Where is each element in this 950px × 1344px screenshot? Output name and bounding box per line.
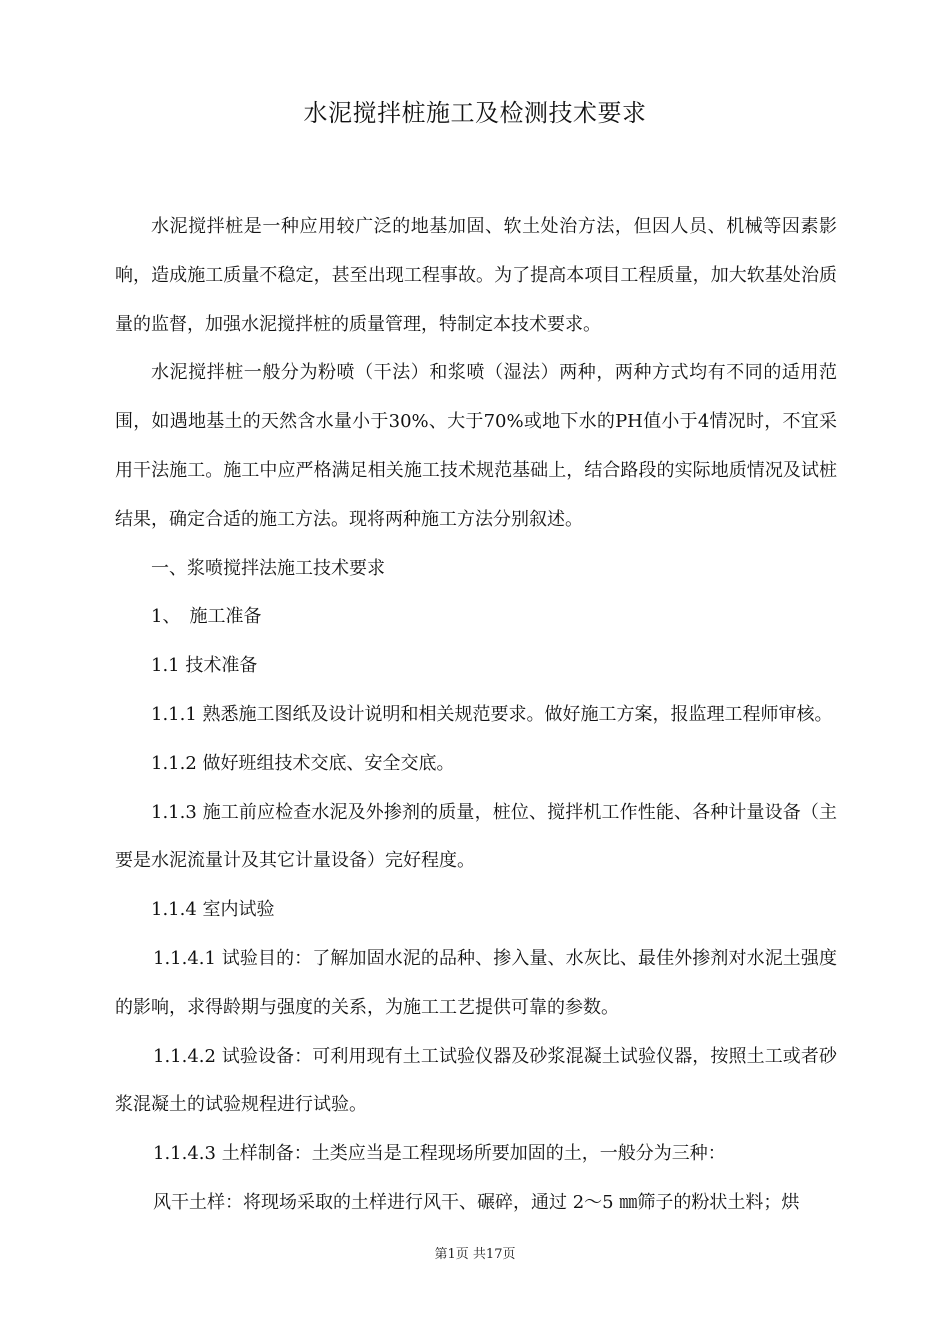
paragraph-1-1-2: 1.1.2 做好班组技术交底、安全交底。	[151, 752, 455, 774]
paragraph-1-1-4-1: 1.1.4.1 试验目的：了解加固水泥的品种、掺入量、水灰比、最佳外掺剂对水泥土强度的影响，求得龄期与强度的关系，为施工工艺提供可靠的参数。	[115, 947, 837, 1018]
paragraph-methods: 水泥搅拌桩一般分为粉喷（干法）和浆喷（湿法）两种，两种方式均有不同的适用范围，如遇地基土的天然含水量小于30%、大于70%或地下水的PH值小于4情况时，不宜采用干法施工。施工中应严格满足相关施工技术规范基础上，结合路段的实际地质情况及试桩结果，确定合适的施工方法。现将两种施工方法分别叙述。	[115, 362, 837, 530]
section-heading-1: 一、浆喷搅拌法施工技术要求	[151, 557, 385, 579]
paragraph-intro: 水泥搅拌桩是一种应用较广泛的地基加固、软土处治方法，但因人员、机械等因素影响，造成施工质量不稳定，甚至出现工程事故。为了提高本项目工程质量，加大软基处治质量的监督，加强水泥搅拌桩的质量管理，特制定本技术要求。	[115, 216, 837, 335]
paragraph-1-1-4-2: 1.1.4.2 试验设备：可利用现有土工试验仪器及砂浆混凝土试验仪器，按照土工或者砂浆混凝土的试验规程进行试验。	[115, 1045, 837, 1116]
paragraph-air-dried-soil: 风干土样：将现场采取的土样进行风干、碾碎，通过 2～5 ㎜筛子的粉状土料；烘	[153, 1191, 800, 1213]
subsection-heading-1: 1、 施工准备	[151, 606, 262, 628]
paragraph-1-1-4-3: 1.1.4.3 土样制备：土类应当是工程现场所要加固的土，一般分为三种：	[153, 1143, 726, 1165]
subsection-heading-1-1-4: 1.1.4 室内试验	[151, 899, 275, 921]
subsection-heading-1-1: 1.1 技术准备	[151, 655, 258, 677]
paragraph-1-1-1: 1.1.1 熟悉施工图纸及设计说明和相关规范要求。做好施工方案，报监理工程师审核。	[151, 703, 833, 725]
document-title: 水泥搅拌桩施工及检测技术要求	[303, 99, 647, 127]
document-body	[115, 203, 837, 1228]
paragraph-1-1-3: 1.1.3 施工前应检查水泥及外掺剂的质量，桩位、搅拌机工作性能、各种计量设备（主要是水泥流量计及其它计量设备）完好程度。	[115, 801, 837, 872]
page-footer: 第1页 共17页	[434, 1247, 516, 1262]
